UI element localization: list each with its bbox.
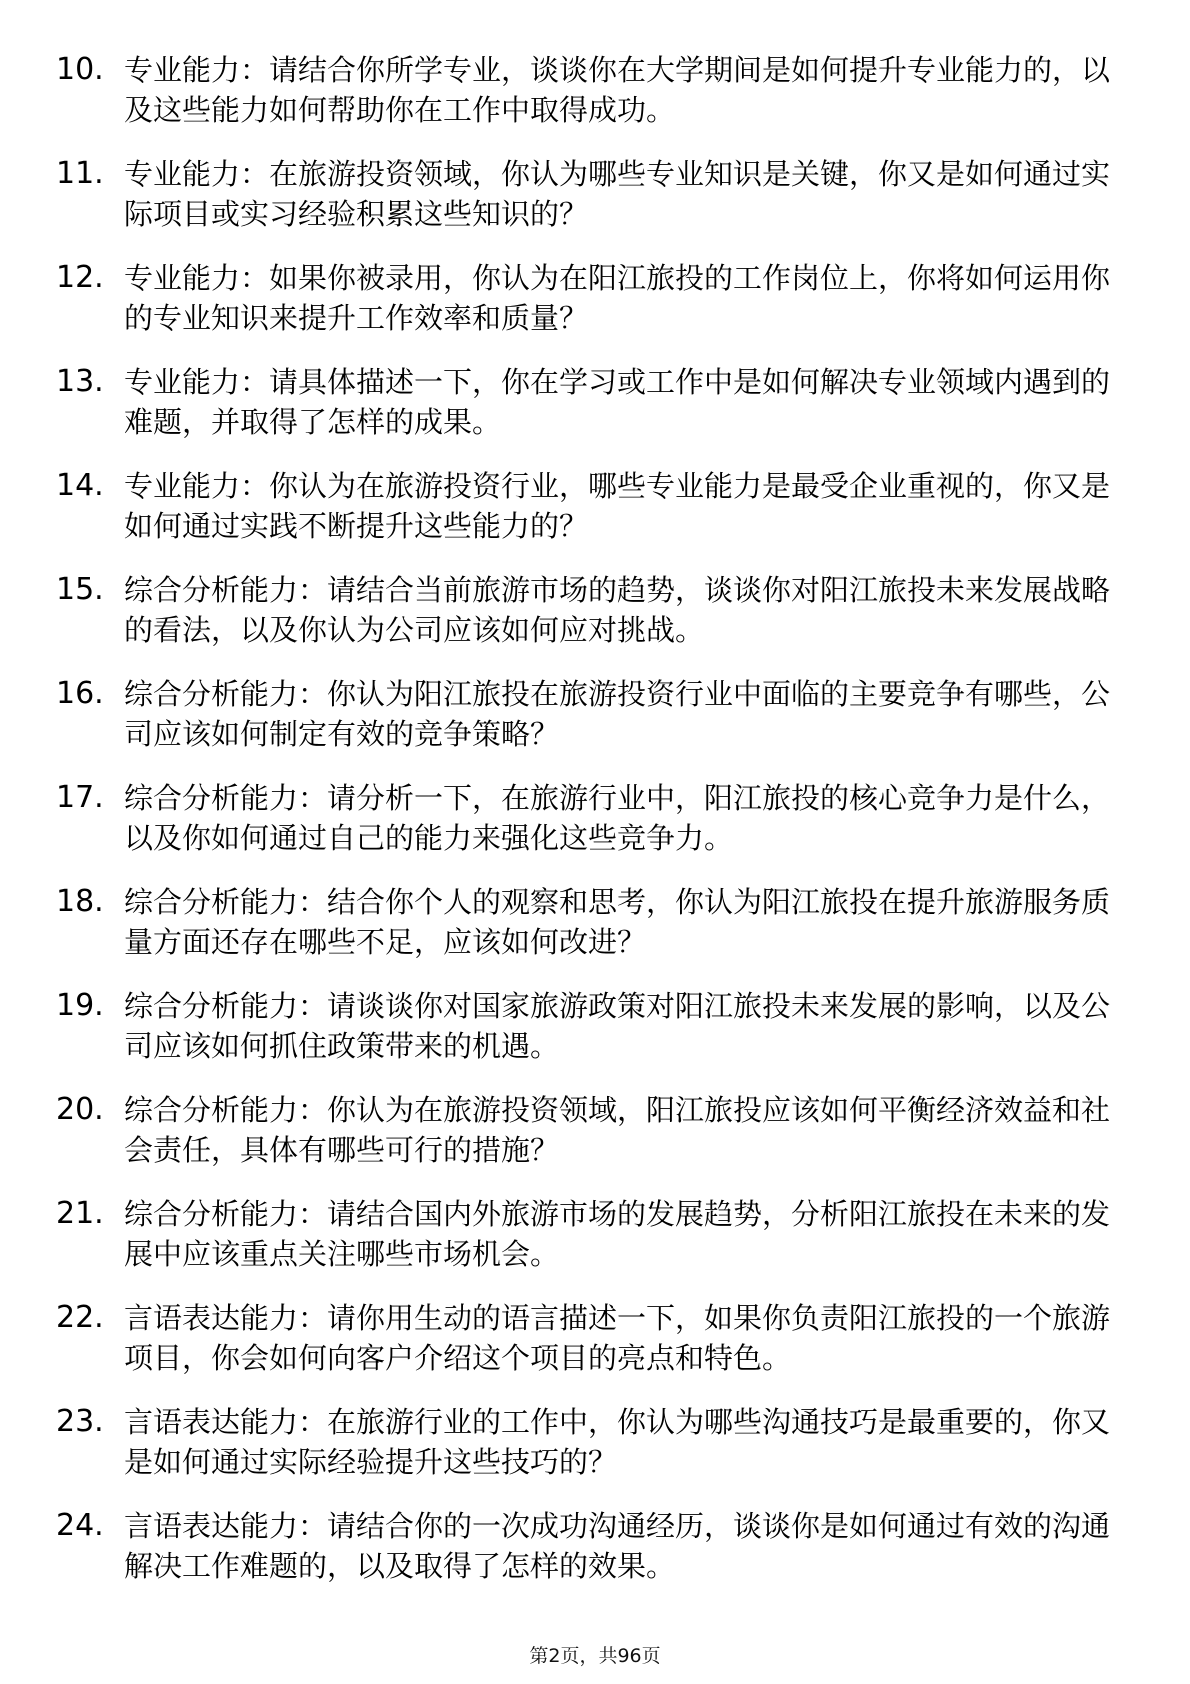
- question-item: [56, 674, 1116, 754]
- question-item: [56, 466, 1116, 546]
- question-text: 专业能力：在旅游投资领域，你认为哪些专业知识是关键，你又是如何通过实际项目或实习经验积累这些知识的？: [124, 157, 1111, 231]
- question-text: 综合分析能力：请结合国内外旅游市场的发展趋势，分析阳江旅投在未来的发展中应该重点关注哪些市场机会。: [124, 1197, 1111, 1271]
- question-text: 专业能力：如果你被录用，你认为在阳江旅投的工作岗位上，你将如何运用你的专业知识来提升工作效率和质量？: [124, 261, 1111, 335]
- question-number: 11.: [56, 156, 104, 191]
- question-item: [56, 882, 1116, 962]
- question-item: [56, 1090, 1116, 1170]
- question-item: [56, 258, 1116, 338]
- question-item: [56, 570, 1116, 650]
- page-number-footer: 第2页，共96页: [529, 1645, 661, 1667]
- question-number: 23.: [56, 1404, 104, 1439]
- question-number: 18.: [56, 884, 104, 919]
- question-number: 14.: [56, 468, 104, 503]
- question-text: 言语表达能力：请你用生动的语言描述一下，如果你负责阳江旅投的一个旅游项目，你会如何向客户介绍这个项目的亮点和特色。: [124, 1301, 1111, 1375]
- question-text: 言语表达能力：请结合你的一次成功沟通经历，谈谈你是如何通过有效的沟通解决工作难题的，以及取得了怎样的效果。: [124, 1509, 1111, 1583]
- question-item: [56, 362, 1116, 442]
- question-text: 专业能力：你认为在旅游投资行业，哪些专业能力是最受企业重视的，你又是如何通过实践不断提升这些能力的？: [124, 469, 1111, 543]
- question-list: [56, 50, 1116, 1610]
- question-item: [56, 154, 1116, 234]
- question-item: [56, 986, 1116, 1066]
- question-text: 综合分析能力：你认为阳江旅投在旅游投资行业中面临的主要竞争有哪些，公司应该如何制定有效的竞争策略？: [124, 677, 1111, 751]
- question-number: 21.: [56, 1196, 104, 1231]
- question-text: 综合分析能力：请分析一下，在旅游行业中，阳江旅投的核心竞争力是什么，以及你如何通过自己的能力来强化这些竞争力。: [124, 781, 1111, 855]
- question-item: [56, 1402, 1116, 1482]
- question-number: 16.: [56, 676, 104, 711]
- question-item: [56, 1506, 1116, 1586]
- question-item: [56, 50, 1116, 130]
- question-number: 10.: [56, 52, 104, 87]
- question-text: 专业能力：请结合你所学专业，谈谈你在大学期间是如何提升专业能力的，以及这些能力如何帮助你在工作中取得成功。: [124, 53, 1111, 127]
- question-number: 20.: [56, 1092, 104, 1127]
- question-item: [56, 1194, 1116, 1274]
- question-text: 综合分析能力：你认为在旅游投资领域，阳江旅投应该如何平衡经济效益和社会责任，具体有哪些可行的措施？: [124, 1093, 1111, 1167]
- question-number: 19.: [56, 988, 104, 1023]
- question-number: 13.: [56, 364, 104, 399]
- question-text: 言语表达能力：在旅游行业的工作中，你认为哪些沟通技巧是最重要的，你又是如何通过实际经验提升这些技巧的？: [124, 1405, 1111, 1479]
- question-number: 22.: [56, 1300, 104, 1335]
- question-number: 17.: [56, 780, 104, 815]
- question-text: 综合分析能力：结合你个人的观察和思考，你认为阳江旅投在提升旅游服务质量方面还存在哪些不足，应该如何改进？: [124, 885, 1111, 959]
- question-number: 12.: [56, 260, 104, 295]
- question-text: 综合分析能力：请结合当前旅游市场的趋势，谈谈你对阳江旅投未来发展战略的看法，以及你认为公司应该如何应对挑战。: [124, 573, 1111, 647]
- question-text: 专业能力：请具体描述一下，你在学习或工作中是如何解决专业领域内遇到的难题，并取得了怎样的成果。: [124, 365, 1111, 439]
- question-item: [56, 778, 1116, 858]
- question-number: 15.: [56, 572, 104, 607]
- question-text: 综合分析能力：请谈谈你对国家旅游政策对阳江旅投未来发展的影响，以及公司应该如何抓住政策带来的机遇。: [124, 989, 1111, 1063]
- question-number: 24.: [56, 1508, 104, 1543]
- question-item: [56, 1298, 1116, 1378]
